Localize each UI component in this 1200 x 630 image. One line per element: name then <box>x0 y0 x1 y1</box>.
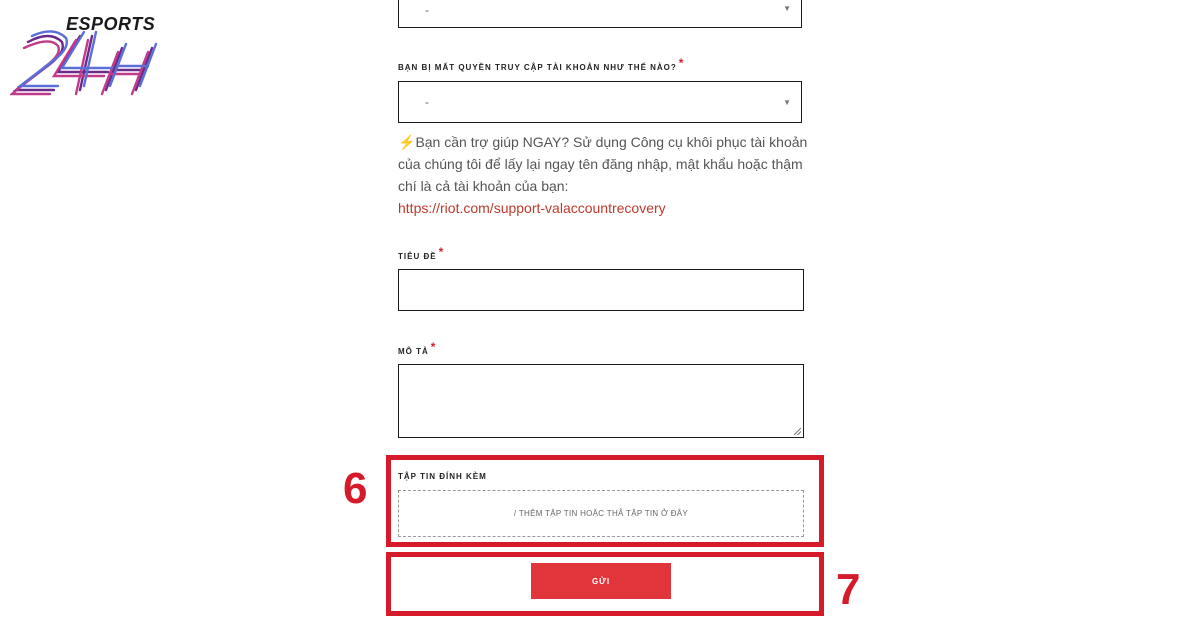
esports24h-logo <box>10 12 160 104</box>
attachment-label: TẬP TIN ĐÍNH KÈM <box>398 472 487 481</box>
lightning-icon: ⚡ <box>398 134 416 150</box>
dropzone-text: / THÊM TẬP TIN HOẶC THẢ TẬP TIN Ở ĐÂY <box>513 509 689 518</box>
required-marker: * <box>678 56 685 70</box>
help-text <box>398 131 808 219</box>
description-label-text: MÔ TẢ <box>398 347 429 356</box>
step-number-6: 6 <box>343 464 368 513</box>
title-input[interactable] <box>398 269 804 311</box>
access-question-value: - <box>425 95 429 109</box>
access-question-select[interactable] <box>398 81 802 123</box>
submit-button[interactable]: GỬI <box>531 563 671 599</box>
required-marker: * <box>438 245 445 259</box>
title-label <box>398 245 445 262</box>
top-select-value: - <box>425 3 429 17</box>
highlight-box-attachment <box>386 455 824 547</box>
access-question-label-text: BẠN BỊ MẤT QUYỀN TRUY CẬP TÀI KHOẢN NHƯ THẾ NÀO? <box>398 63 677 72</box>
required-marker: * <box>430 340 437 354</box>
access-question-label <box>398 56 685 73</box>
step-number-7: 7 <box>836 565 861 614</box>
resize-handle-icon[interactable] <box>794 428 801 435</box>
logo-text: ESPORTS <box>66 14 156 34</box>
help-message: Bạn cần trợ giúp NGAY? Sử dụng Công cụ khôi phục tài khoản của chúng tôi để lấy lại ngay tên đăng nhập, mật khẩu hoặc thậm chí là cả tài khoản của bạn: <box>398 134 808 194</box>
recovery-link[interactable]: https://riot.com/support-valaccountrecovery <box>398 200 666 216</box>
highlight-box-submit <box>386 552 824 616</box>
description-label <box>398 340 437 357</box>
chevron-down-icon: ▼ <box>783 98 791 107</box>
chevron-down-icon: ▼ <box>783 4 791 13</box>
description-textarea[interactable] <box>398 364 804 438</box>
top-select[interactable] <box>398 0 802 28</box>
title-label-text: TIÊU ĐỀ <box>398 252 437 261</box>
logo-24h-mark <box>10 28 160 104</box>
